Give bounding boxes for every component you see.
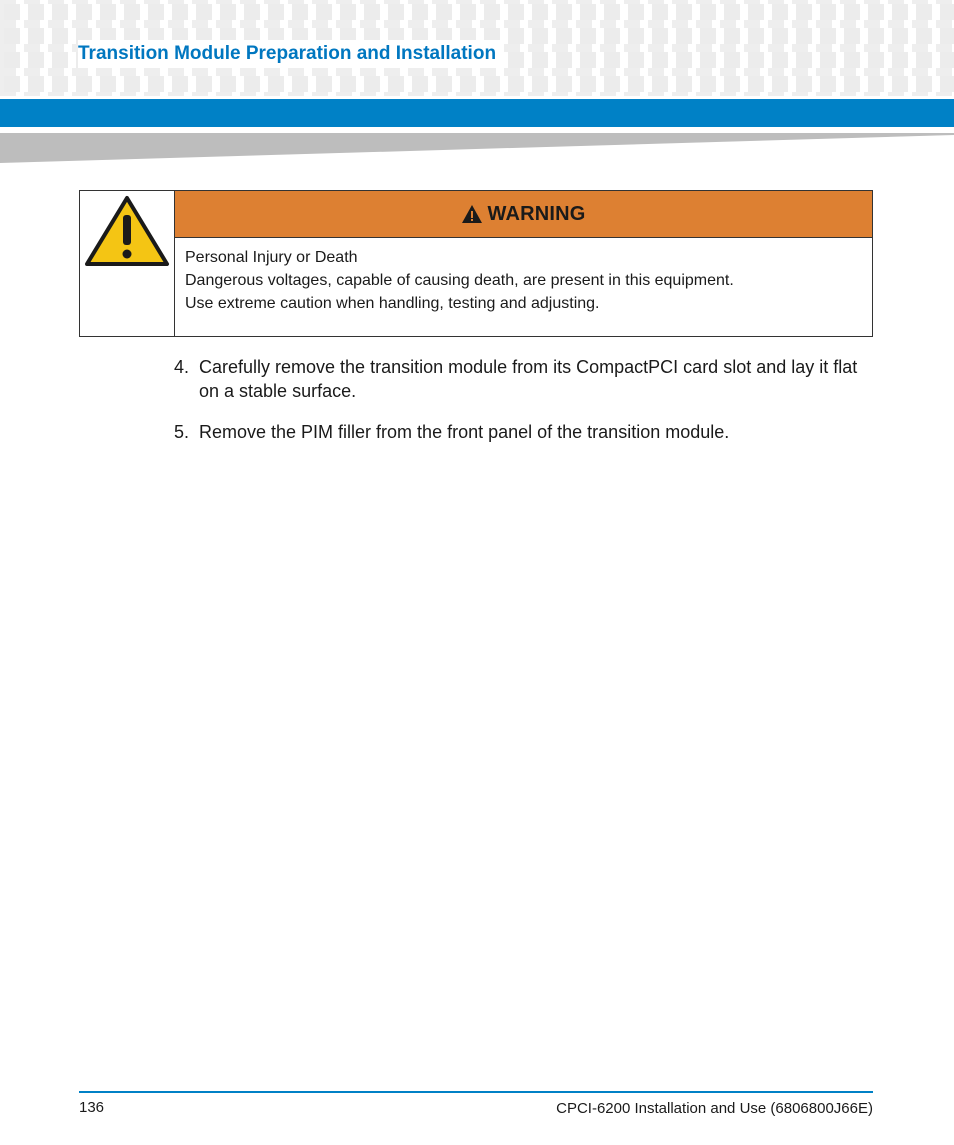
footer-rule (79, 1091, 873, 1093)
step-number: 5. (174, 422, 190, 442)
step-text: Carefully remove the transition module from its CompactPCI card slot and lay it flat on a stable surface. (199, 357, 858, 401)
warning-line: Use extreme caution when handling, testing and adjusting. (185, 295, 600, 312)
page-title: Transition Module Preparation and Installation (78, 40, 502, 68)
page-number: 136 (79, 1099, 105, 1116)
warning-triangle-icon (84, 195, 170, 267)
warning-text (175, 238, 872, 323)
step-text: Remove the PIM filler from the front panel of the transition module. (199, 422, 730, 442)
warning-box (79, 190, 873, 337)
warning-content (175, 191, 872, 336)
warning-heading: WARNING (487, 202, 586, 225)
header-band (0, 99, 954, 127)
warning-icon-cell (80, 191, 175, 336)
list-item (174, 355, 874, 403)
warning-small-icon (461, 204, 483, 224)
warning-banner (175, 191, 872, 238)
pattern-row (4, 76, 954, 92)
list-item (174, 420, 874, 444)
warning-line: Dangerous voltages, capable of causing death, are present in this equipment. (185, 272, 734, 289)
document-title: CPCI-6200 Installation and Use (6806800J66E) (556, 1100, 873, 1117)
warning-line: Personal Injury or Death (185, 249, 358, 266)
step-number: 4. (174, 357, 190, 377)
step-list (174, 355, 874, 461)
header-swoosh (0, 131, 954, 165)
pattern-row (4, 4, 954, 20)
